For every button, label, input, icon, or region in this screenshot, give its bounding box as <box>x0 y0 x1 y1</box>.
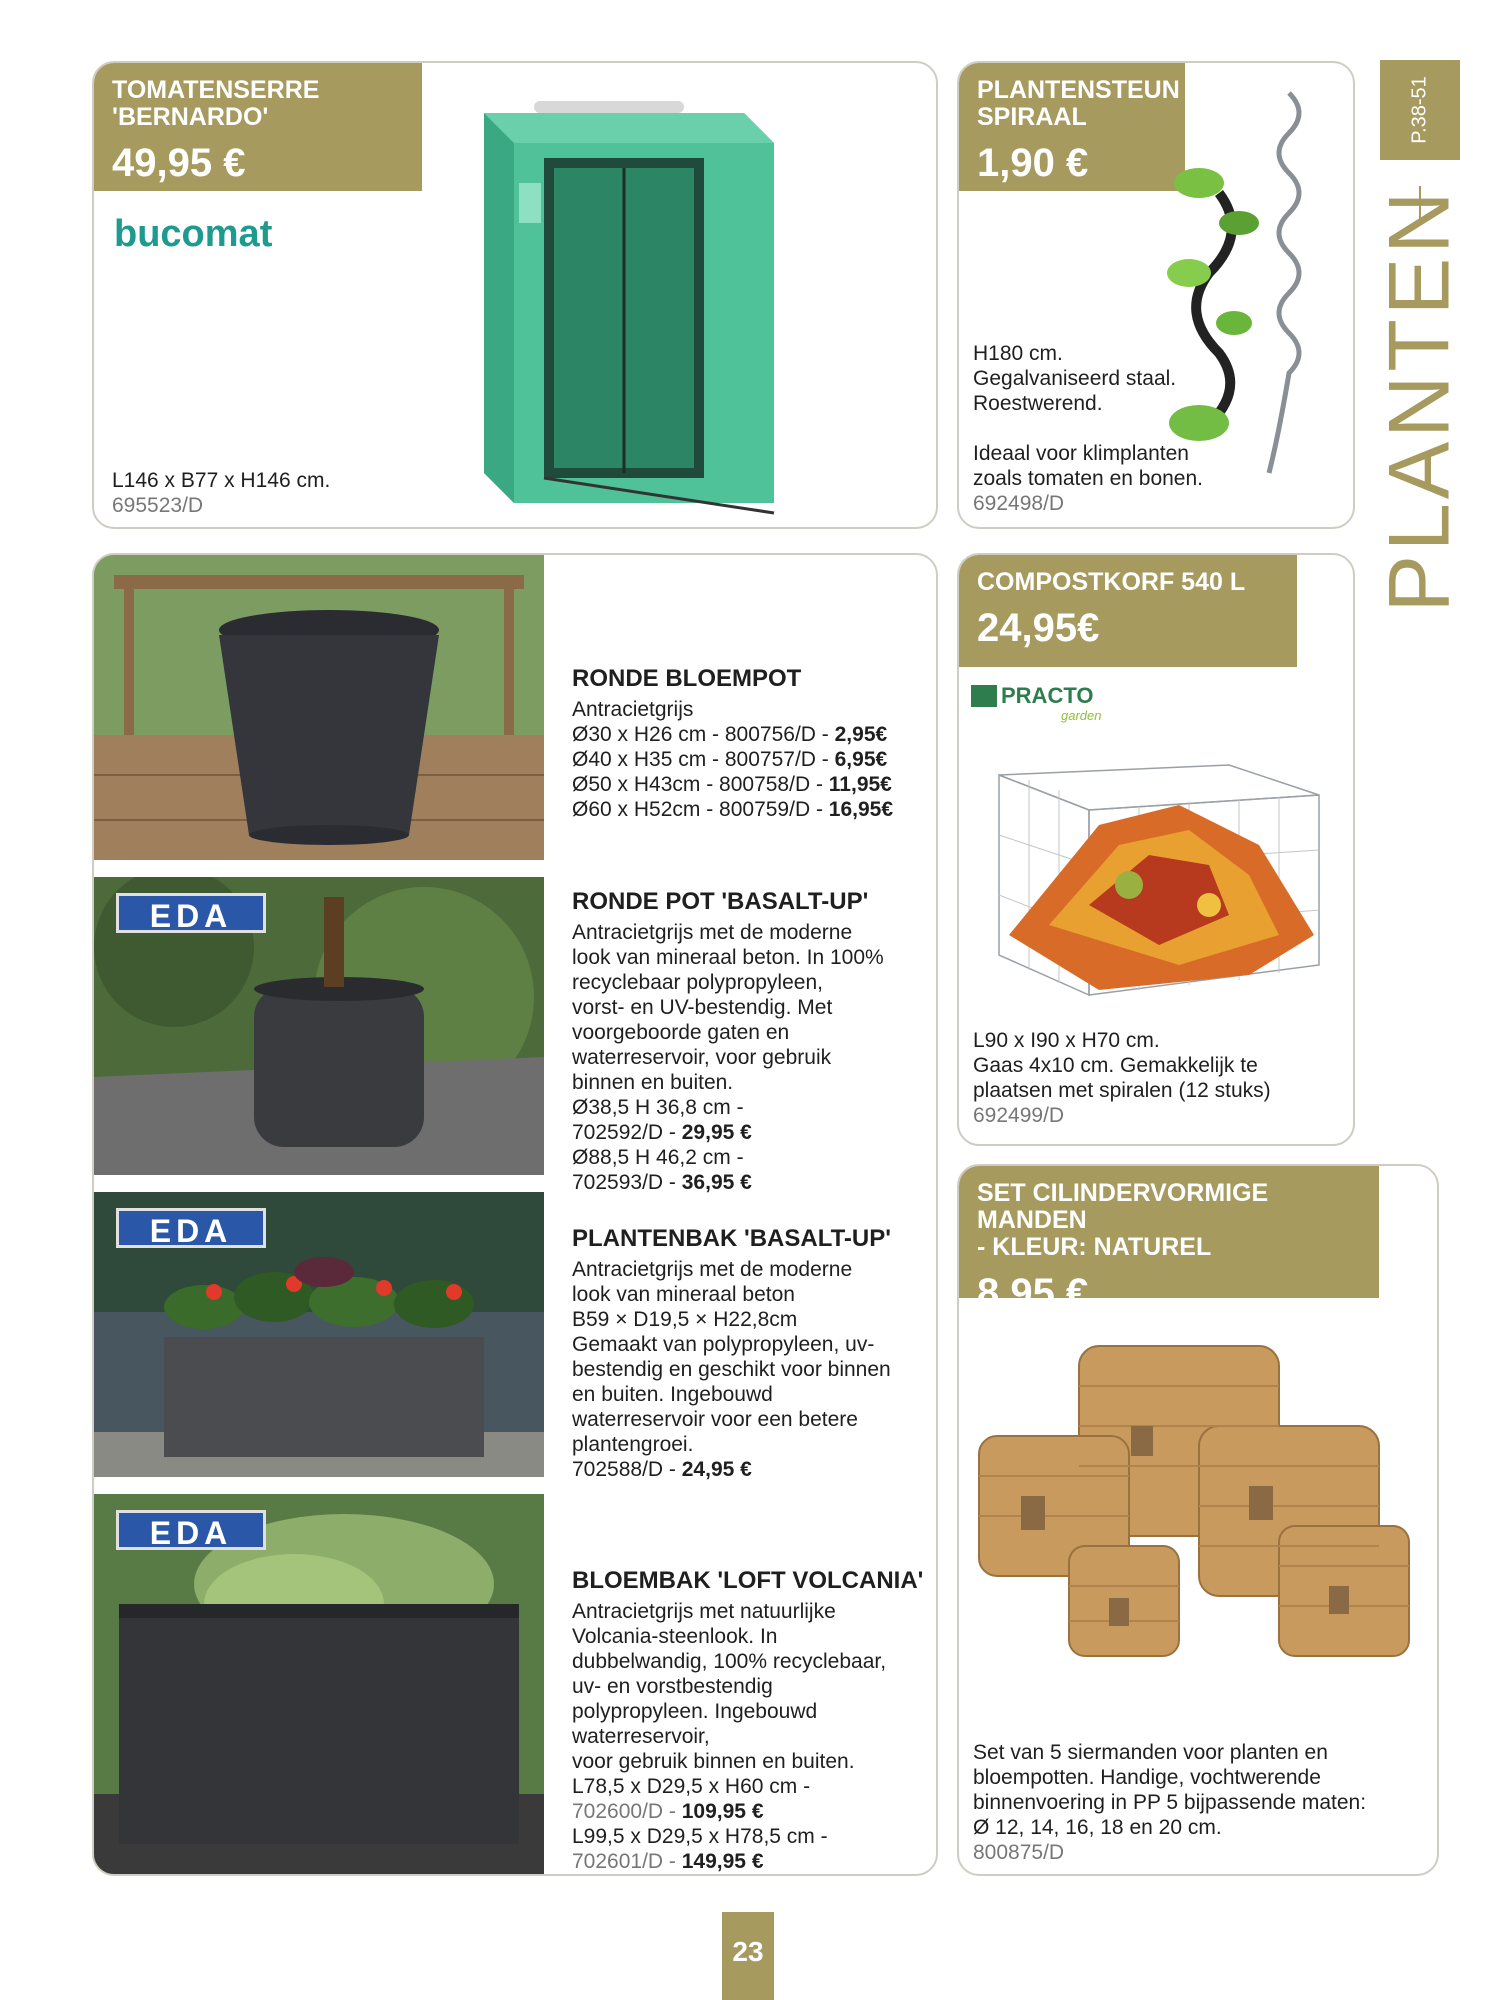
eda-logo: EDA <box>116 1510 266 1550</box>
basalt-pot-photo <box>94 877 544 1175</box>
spiral-desc-4: Ideaal voor klimplanten <box>973 442 1189 465</box>
basalt-pot-row-2 <box>572 1170 932 1195</box>
spiral-card <box>957 61 1355 529</box>
basalt-pot-text <box>572 888 932 1195</box>
greenhouse-title-1: TOMATENSERRE <box>112 76 320 104</box>
baskets-info <box>973 1740 1433 1865</box>
bucomat-logo-text: bucomat <box>114 213 273 255</box>
baskets-desc-4: Ø 12, 14, 16, 18 en 20 cm. <box>973 1816 1222 1839</box>
baskets-desc-2: bloempotten. Handige, vochtwerende <box>973 1766 1321 1789</box>
practo-logo <box>971 683 1121 727</box>
loft-planter-line: Antracietgrijs met natuurlijke <box>572 1600 836 1623</box>
sidebar-category: PLANTEN <box>1371 187 1468 613</box>
greenhouse-price: 49,95 € <box>112 141 246 185</box>
baskets-desc-1: Set van 5 siermanden voor planten en <box>973 1741 1328 1764</box>
basalt-pot-size-2: Ø88,5 H 46,2 cm - <box>572 1146 744 1169</box>
sidebar-page-range-box <box>1380 60 1460 160</box>
round-pot-row-2 <box>572 772 932 797</box>
basalt-pot-size-1: Ø38,5 H 36,8 cm - <box>572 1096 744 1119</box>
compost-price: 24,95€ <box>977 606 1100 650</box>
spiral-price: 1,90 € <box>977 141 1089 185</box>
round-pot-row-0 <box>572 722 932 747</box>
round-pot-row-3 <box>572 797 932 822</box>
compost-desc-1: L90 x I90 x H70 cm. <box>973 1029 1160 1052</box>
loft-planter-row-1 <box>572 1799 932 1824</box>
compost-desc-3: plaatsen met spiralen (12 stuks) <box>973 1079 1271 1102</box>
spiral-title-2: SPIRAAL <box>977 103 1087 131</box>
loft-planter-size-1: L78,5 x D29,5 x H60 cm - <box>572 1775 811 1798</box>
greenhouse-dimensions: L146 x B77 x H146 cm. <box>112 469 331 492</box>
page-number: 23 <box>732 1936 764 1967</box>
basalt-planter-code: 702588/D - <box>572 1458 682 1481</box>
basalt-planter-title: PLANTENBAK 'BASALT-UP' <box>572 1225 891 1252</box>
loft-planter-line: waterreservoir, <box>572 1725 710 1748</box>
basalt-pot-line: Antracietgrijs met de moderne <box>572 921 853 944</box>
baskets-price-tag <box>959 1166 1379 1315</box>
baskets-code: 800875/D <box>973 1841 1065 1864</box>
greenhouse-code: 695523/D <box>112 494 204 517</box>
greenhouse-photo <box>424 73 814 523</box>
basalt-pot-line: recyclebaar polypropyleen, <box>572 971 823 994</box>
round-pot-spec: Ø40 x H35 cm - 800757/D - <box>572 748 835 771</box>
basalt-planter-row <box>572 1457 932 1482</box>
loft-planter-code-2: 702601/D - <box>572 1850 682 1873</box>
spiral-desc-3: Roestwerend. <box>973 392 1103 415</box>
baskets-card <box>957 1164 1439 1876</box>
basalt-planter-line: plantengroei. <box>572 1433 694 1456</box>
basalt-pot-price-1: 29,95 € <box>681 1121 752 1144</box>
spiral-code: 692498/D <box>973 492 1065 515</box>
basalt-planter-text <box>572 1225 932 1482</box>
basalt-planter-line: B59 × D19,5 × H22,8cm <box>572 1308 798 1331</box>
basalt-planter-price: 24,95 € <box>681 1458 752 1481</box>
round-pot-spec: Ø50 x H43cm - 800758/D - <box>572 773 829 796</box>
pots-card <box>92 553 938 1876</box>
basalt-pot-code-1: 702592/D - <box>572 1121 682 1144</box>
loft-planter-text <box>572 1567 932 1874</box>
basalt-planter-line: bestendig en geschikt voor binnen <box>572 1358 891 1381</box>
loft-planter-line: dubbelwandig, 100% recyclebaar, <box>572 1650 887 1673</box>
compost-price-tag <box>959 555 1297 667</box>
basalt-pot-price-2: 36,95 € <box>681 1171 752 1194</box>
basalt-planter-line: en buiten. Ingebouwd <box>572 1383 773 1406</box>
greenhouse-title-2: 'BERNARDO' <box>112 103 269 131</box>
round-pot-price: 2,95€ <box>834 723 888 746</box>
round-pot-price: 6,95€ <box>834 748 888 771</box>
page-number-tab <box>722 1912 774 2000</box>
spiral-title-1: PLANTENSTEUN <box>977 76 1180 104</box>
round-pot-color: Antracietgrijs <box>572 698 694 721</box>
basalt-planter-line: Gemaakt van polypropyleen, uv- <box>572 1333 875 1356</box>
loft-planter-line: polypropyleen. Ingebouwd <box>572 1700 818 1723</box>
loft-planter-row-2 <box>572 1849 932 1874</box>
greenhouse-info <box>112 468 330 518</box>
round-pot-price: 11,95€ <box>828 773 892 796</box>
basalt-pot-row-1 <box>572 1120 932 1145</box>
basalt-planter-line: waterreservoir voor een betere <box>572 1408 858 1431</box>
loft-planter-photo <box>94 1494 544 1876</box>
basalt-pot-line: voorgeboorde gaten en <box>572 1021 790 1044</box>
basalt-pot-line: waterreservoir, voor gebruik <box>572 1046 832 1069</box>
basalt-pot-code-2: 702593/D - <box>572 1171 682 1194</box>
loft-planter-title: BLOEMBAK 'LOFT VOLCANIA' <box>572 1567 924 1594</box>
loft-planter-line: uv- en vorstbestendig <box>572 1675 773 1698</box>
compost-photo <box>979 735 1339 1035</box>
spiral-desc-1: H180 cm. <box>973 342 1063 365</box>
loft-planter-price-2: 149,95 € <box>681 1850 764 1873</box>
basalt-pot-line: look van mineraal beton. In 100% <box>572 946 884 969</box>
practo-logo-icon <box>971 685 997 707</box>
basalt-planter-line: Antracietgrijs met de moderne <box>572 1258 853 1281</box>
baskets-photo <box>969 1336 1429 1676</box>
round-pot-text <box>572 665 932 822</box>
practo-logo-text: PRACTO <box>1001 683 1094 708</box>
baskets-desc-3: binnenvoering in PP 5 bijpassende maten: <box>973 1791 1367 1814</box>
spiral-desc-5: zoals tomaten en bonen. <box>973 467 1203 490</box>
loft-planter-code-1: 702600/D - <box>572 1800 682 1823</box>
compost-info <box>973 1028 1343 1128</box>
basalt-pot-title: RONDE POT 'BASALT-UP' <box>572 888 869 915</box>
sidebar-page-range: P.38-51 <box>1408 76 1431 144</box>
round-pot-price: 16,95€ <box>828 798 894 821</box>
basalt-planter-line: look van mineraal beton <box>572 1283 795 1306</box>
round-pot-photo <box>94 555 544 860</box>
round-pot-row-1 <box>572 747 932 772</box>
baskets-price: 8,95 € <box>977 1271 1089 1315</box>
practo-logo-sub: garden <box>1061 708 1102 723</box>
basalt-planter-photo <box>94 1192 544 1477</box>
compost-card <box>957 553 1355 1146</box>
compost-code: 692499/D <box>973 1104 1065 1127</box>
greenhouse-price-tag <box>94 63 422 191</box>
eda-logo: EDA <box>116 1208 266 1248</box>
greenhouse-card <box>92 61 938 529</box>
category-sidebar <box>1370 60 1468 613</box>
basalt-pot-line: binnen en buiten. <box>572 1071 734 1094</box>
round-pot-spec: Ø60 x H52cm - 800759/D - <box>572 798 829 821</box>
loft-planter-size-2: L99,5 x D29,5 x H78,5 cm - <box>572 1825 828 1848</box>
compost-title: COMPOSTKORF 540 L <box>977 568 1246 596</box>
spiral-info <box>973 341 1233 516</box>
eda-logo: EDA <box>116 893 266 933</box>
compost-desc-2: Gaas 4x10 cm. Gemakkelijk te <box>973 1054 1258 1077</box>
round-pot-spec: Ø30 x H26 cm - 800756/D - <box>572 723 835 746</box>
loft-planter-line: Volcania-steenlook. In <box>572 1625 778 1648</box>
basalt-pot-line: vorst- en UV-bestendig. Met <box>572 996 833 1019</box>
round-pot-title: RONDE BLOEMPOT <box>572 665 802 692</box>
bucomat-logo <box>114 213 314 263</box>
loft-planter-line: voor gebruik binnen en buiten. <box>572 1750 855 1773</box>
baskets-title-1: SET CILINDERVORMIGE MANDEN <box>977 1179 1269 1234</box>
loft-planter-price-1: 109,95 € <box>681 1800 764 1823</box>
baskets-title-2: - KLEUR: NATUREL <box>977 1233 1212 1261</box>
spiral-desc-2: Gegalvaniseerd staal. <box>973 367 1177 390</box>
